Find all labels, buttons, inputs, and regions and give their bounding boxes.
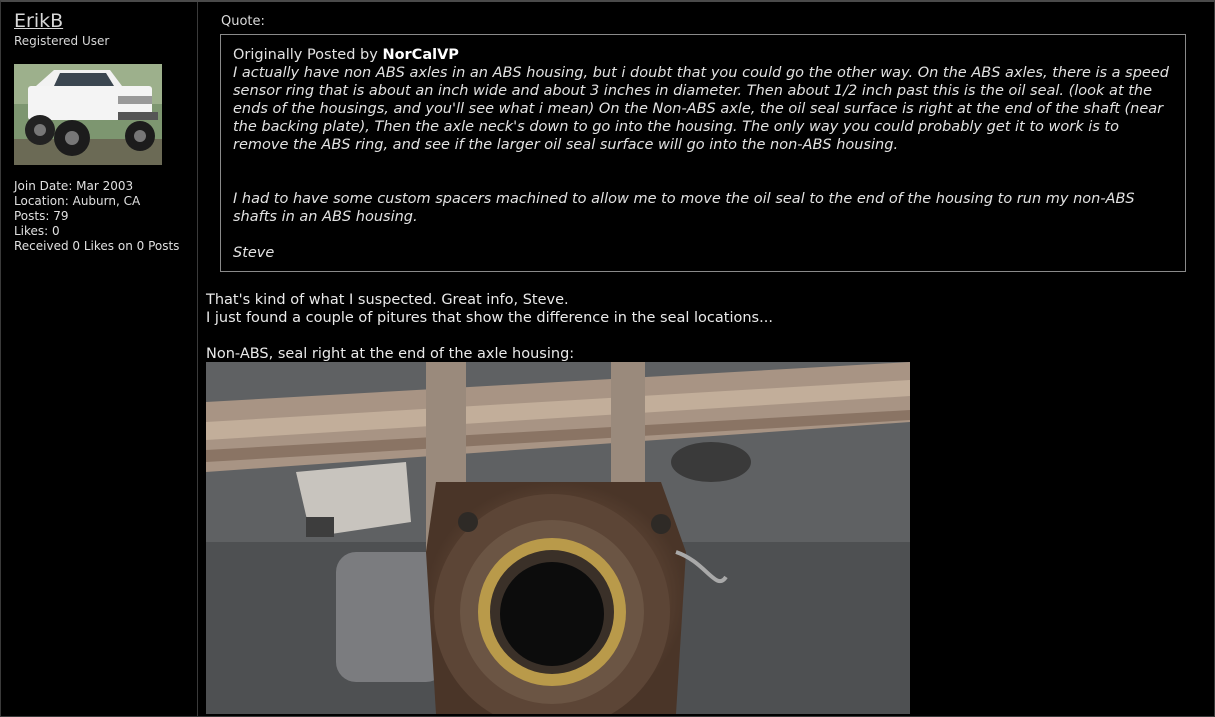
join-date: Join Date: Mar 2003 — [14, 179, 134, 193]
quote-spacer — [233, 154, 1173, 190]
received-likes: Received 0 Likes on 0 Posts — [14, 239, 180, 253]
user-details — [14, 179, 179, 254]
message-line: I just found a couple of pitures that show the difference in the seal locations... — [206, 310, 773, 326]
quote-spacer — [233, 226, 1173, 244]
message-line: That's kind of what I suspected. Great info, Steve. — [206, 292, 569, 308]
axle-housing-photo[interactable] — [206, 362, 910, 714]
post-count: Posts: 79 — [14, 209, 69, 223]
post-message — [206, 291, 773, 363]
quote-box — [220, 34, 1186, 272]
quote-paragraph: I actually have non ABS axles in an ABS housing, but i doubt that you could go the other way. On the ABS axles, there is a speed sensor ring that is about an inch wide and about 3 inches in diameter. Then about 1/2 inch past this is the oil seal. (look at the ends of the housings, and you'll see what i mean) On the Non-ABS axle, the oil seal surface is right at the end of the shaft (near the backing plate), Then the axle neck's down to go into the housing. The only way you could probably get it to work is to remove the ABS ring, and see if the larger oil seal surface will go into the non-ABS housing. — [233, 65, 1169, 153]
message-spacer — [206, 327, 773, 345]
quote-paragraph: I had to have some custom spacers machined to allow me to move the oil seal to the end of the housing to run my non-ABS shafts in an ABS housing. — [233, 191, 1135, 225]
quote-label: Quote: — [221, 14, 265, 29]
avatar[interactable] — [14, 64, 162, 165]
quote-body — [233, 64, 1173, 262]
location: Location: Auburn, CA — [14, 194, 141, 208]
originally-posted-by: Originally Posted by — [233, 47, 378, 63]
user-title: Registered User — [14, 34, 110, 48]
username-link[interactable]: ErikB — [14, 10, 64, 32]
user-info-pane — [0, 2, 198, 716]
message-line: Non-ABS, seal right at the end of the axle housing: — [206, 346, 575, 362]
quote-signoff: Steve — [233, 245, 275, 261]
quote-header — [233, 46, 1173, 64]
like-count: Likes: 0 — [14, 224, 60, 238]
quote-author[interactable]: NorCalVP — [382, 47, 459, 63]
